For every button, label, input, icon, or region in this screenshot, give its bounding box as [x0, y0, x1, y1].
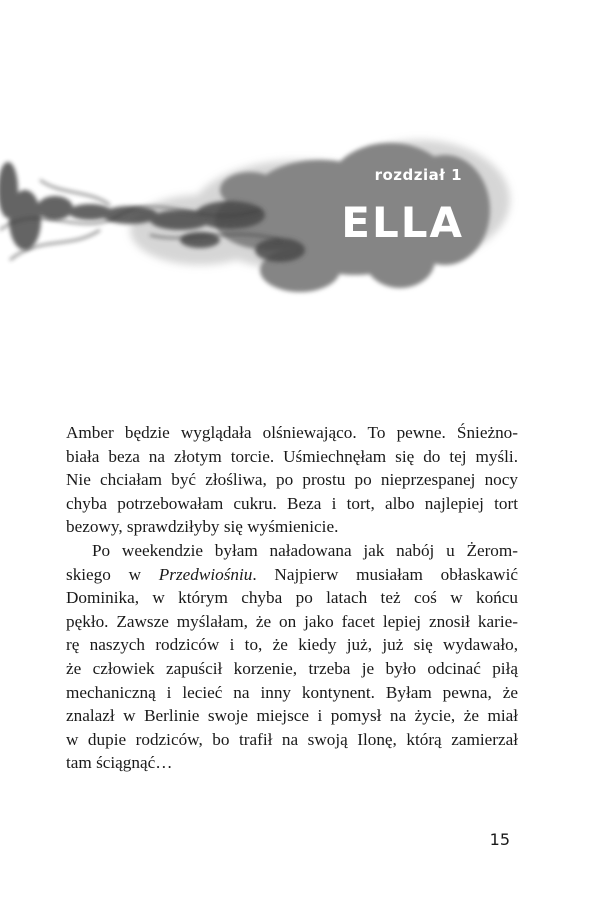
text-segment: . Najpierw musiałam obłaskawić [252, 564, 518, 584]
book-title: Przedwiośniu [158, 564, 253, 584]
paragraph-2 [66, 539, 518, 775]
chapter-body [66, 421, 518, 775]
chapter-title: ELLA [341, 198, 464, 247]
text-line: chyba potrzebowałam cukru. Beza i tort, albo najlepiej tort [66, 493, 518, 513]
text-line: w dupie rodziców, bo trafił na swoją Ilonę, którą zamierzał [66, 729, 518, 749]
text-line: znalazł w Berlinie swoje miejsce i pomysł na życie, że miał [66, 706, 518, 726]
text-line: Dominika, w którym chyba po latach też coś w końcu [66, 588, 518, 608]
chapter-label: rozdział 1 [374, 166, 462, 184]
text-line: pękło. Zawsze myślałam, że on jako facet lepiej znosił karie- [66, 611, 518, 631]
text-line: tam ściągnąć… [66, 753, 173, 773]
page-number: 15 [489, 830, 510, 849]
text-line: Po weekendzie byłam naładowana jak nabój u Żerom- [92, 540, 518, 560]
text-line: Nie chciałam być złośliwa, po prostu po nieprzespanej nocy [66, 470, 518, 490]
text-line: Amber będzie wyglądała olśniewająco. To pewne. Śnieżno- [66, 423, 518, 442]
text-segment: skiego w [66, 564, 159, 584]
ink-smoke-illustration [0, 120, 600, 340]
text-line: biała beza na złotym torcie. Uśmiechnęłam się do tej myśli. [66, 446, 518, 466]
text-line: bezowy, sprawdziłyby się wyśmienicie. [66, 517, 339, 537]
text-line: mechaniczną i lecieć na inny kontynent. Byłam pewna, że [66, 682, 518, 702]
text-line [66, 563, 518, 587]
text-line: rę naszych rodziców i to, że kiedy już, już się wydawało, [66, 635, 518, 655]
paragraph-1 [66, 421, 518, 539]
text-line: że człowiek zapuścił korzenie, trzeba je było odcinać piłą [66, 658, 518, 678]
